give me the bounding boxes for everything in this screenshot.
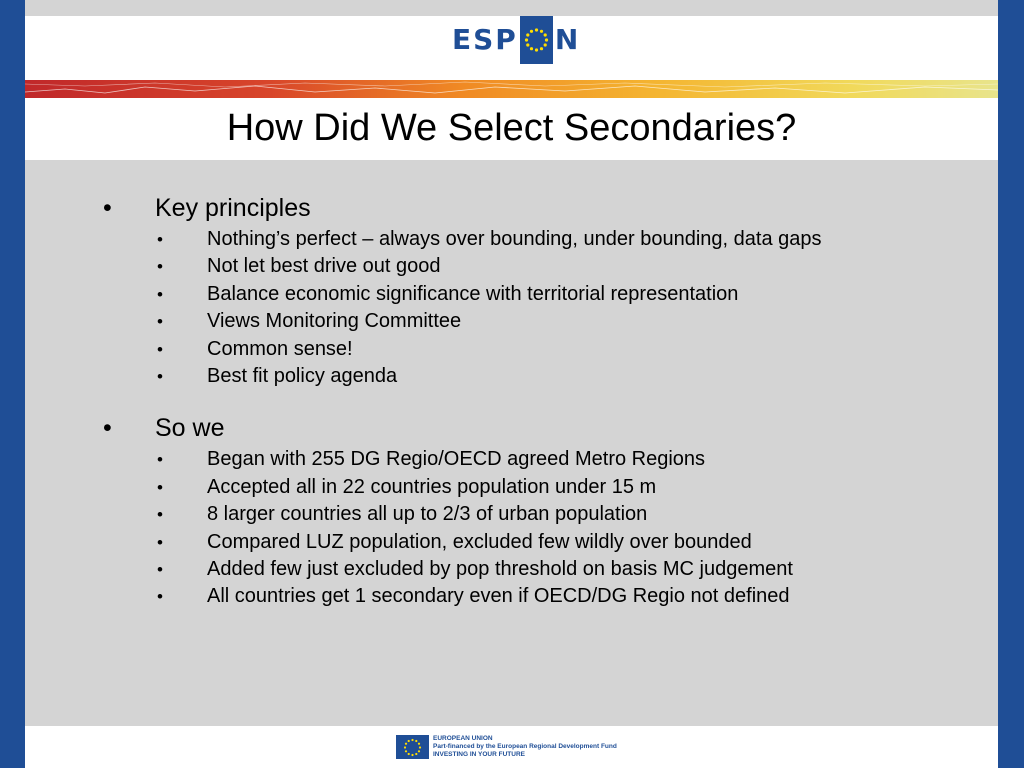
bullet-icon: • — [157, 257, 163, 277]
bullet-icon: • — [157, 284, 163, 304]
bullet-icon: • — [103, 194, 112, 222]
bullet-icon: • — [157, 505, 163, 525]
bullet-icon: • — [157, 230, 163, 249]
slide-title: How Did We Select Secondaries? — [226, 107, 797, 149]
list-item-label: All countries get 1 secondary even if OECD/DG Regio not defined — [207, 585, 790, 608]
logo-text-right: N — [554, 23, 581, 56]
map-banner — [25, 80, 998, 98]
bullet-list — [0, 190, 1000, 611]
bullet-icon: • — [157, 559, 163, 579]
list-item — [0, 446, 1000, 473]
list-item-label: Compared LUZ population, excluded few wildly over bounded — [207, 530, 752, 553]
list-item — [0, 474, 1000, 501]
section-heading — [0, 410, 1000, 446]
list-item — [0, 556, 1000, 583]
list-item — [0, 336, 1000, 363]
bullet-icon: • — [103, 414, 112, 443]
list-item-label: Best fit policy agenda — [207, 364, 398, 387]
section-heading-label: Key principles — [155, 194, 311, 222]
list-item — [0, 363, 1000, 390]
list-item — [0, 308, 1000, 335]
bullet-icon: • — [157, 366, 163, 386]
list-item — [0, 529, 1000, 556]
section-spacer — [0, 390, 1000, 410]
section-heading — [0, 190, 1000, 226]
bullet-icon: • — [157, 450, 163, 470]
eu-flag-icon — [396, 735, 429, 759]
list-item — [0, 253, 1000, 280]
list-item — [0, 226, 1000, 253]
list-item-label: Common sense! — [207, 337, 353, 360]
eu-line-1: EUROPEAN UNION — [433, 735, 493, 742]
bullet-icon: • — [157, 532, 163, 552]
eu-stars-icon — [520, 16, 553, 64]
list-item — [0, 281, 1000, 308]
eu-line-3: INVESTING IN YOUR FUTURE — [433, 751, 525, 758]
list-item-label: Accepted all in 22 countries population under 15 m — [207, 475, 657, 498]
section-heading-label: So we — [155, 414, 225, 443]
eu-line-2: Part-financed by the European Regional Development Fund — [433, 743, 617, 750]
logo-text-left: ESP — [452, 23, 518, 56]
list-item — [0, 583, 1000, 610]
espon-logo — [452, 16, 580, 64]
list-item-label: Added few just excluded by pop threshold on basis MC judgement — [207, 557, 793, 580]
list-item-label: 8 larger countries all up to 2/3 of urban population — [207, 503, 648, 526]
bullet-icon: • — [157, 312, 163, 332]
bullet-icon: • — [157, 587, 163, 607]
list-item-label: Nothing’s perfect – always over bounding, under bounding, data gaps — [207, 228, 822, 250]
bullet-icon: • — [157, 477, 163, 497]
list-item — [0, 501, 1000, 528]
list-item-label: Began with 255 DG Regio/OECD agreed Metro Regions — [207, 448, 706, 471]
eu-funding-text — [433, 735, 617, 759]
list-item-label: Views Monitoring Committee — [207, 310, 462, 333]
list-item-label: Balance economic significance with territorial representation — [207, 282, 739, 305]
bullet-icon: • — [157, 339, 163, 359]
list-item-label: Not let best drive out good — [207, 255, 441, 278]
